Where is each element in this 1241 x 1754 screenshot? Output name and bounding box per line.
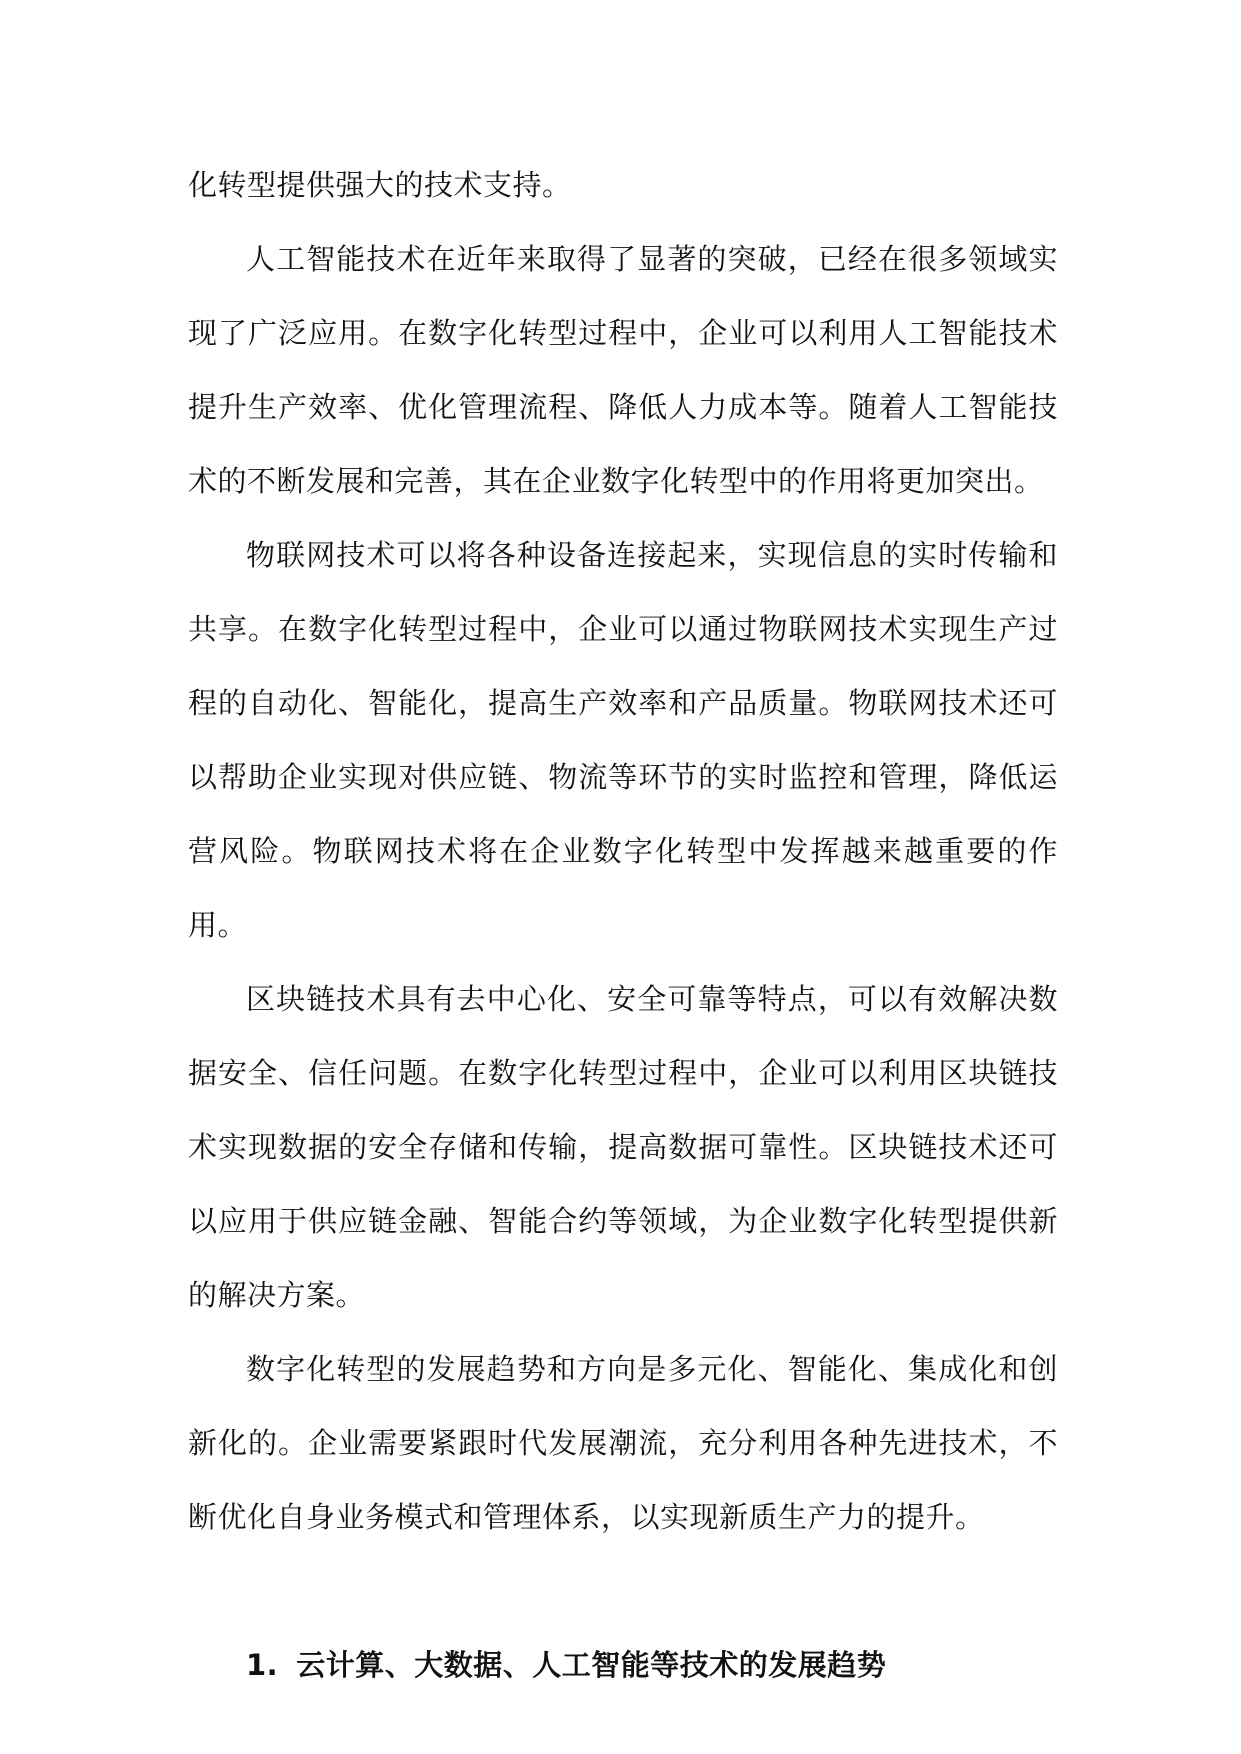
- section-heading-number: 1.: [246, 1648, 279, 1682]
- section-heading-text: 云计算、大数据、人工智能等技术的发展趋势: [296, 1648, 887, 1682]
- section-heading: [188, 1628, 1058, 1702]
- paragraph-continuation: 化转型提供强大的技术支持。: [188, 168, 572, 202]
- paragraph-ai: 人工智能技术在近年来取得了显著的突破，已经在很多领域实现了广泛应用。在数字化转型过程中，企业可以利用人工智能技术提升生产效率、优化管理流程、降低人力成本等。随着人工智能技术的不断发展和完善，其在企业数字化转型中的作用将更加突出。: [188, 242, 1058, 498]
- paragraph-blockchain: 区块链技术具有去中心化、安全可靠等特点，可以有效解决数据安全、信任问题。在数字化转型过程中，企业可以利用区块链技术实现数据的安全存储和传输，提高数据可靠性。区块链技术还可以应用于供应链金融、智能合约等领域，为企业数字化转型提供新的解决方案。: [188, 982, 1058, 1312]
- document-body: [188, 148, 1058, 1702]
- paragraph-trends: 数字化转型的发展趋势和方向是多元化、智能化、集成化和创新化的。企业需要紧跟时代发展潮流，充分利用各种先进技术，不断优化自身业务模式和管理体系，以实现新质生产力的提升。: [188, 1352, 1058, 1534]
- paragraph-iot: 物联网技术可以将各种设备连接起来，实现信息的实时传输和共享。在数字化转型过程中，企业可以通过物联网技术实现生产过程的自动化、智能化，提高生产效率和产品质量。物联网技术还可以帮助企业实现对供应链、物流等环节的实时监控和管理，降低运营风险。物联网技术将在企业数字化转型中发挥越来越重要的作用。: [188, 538, 1058, 942]
